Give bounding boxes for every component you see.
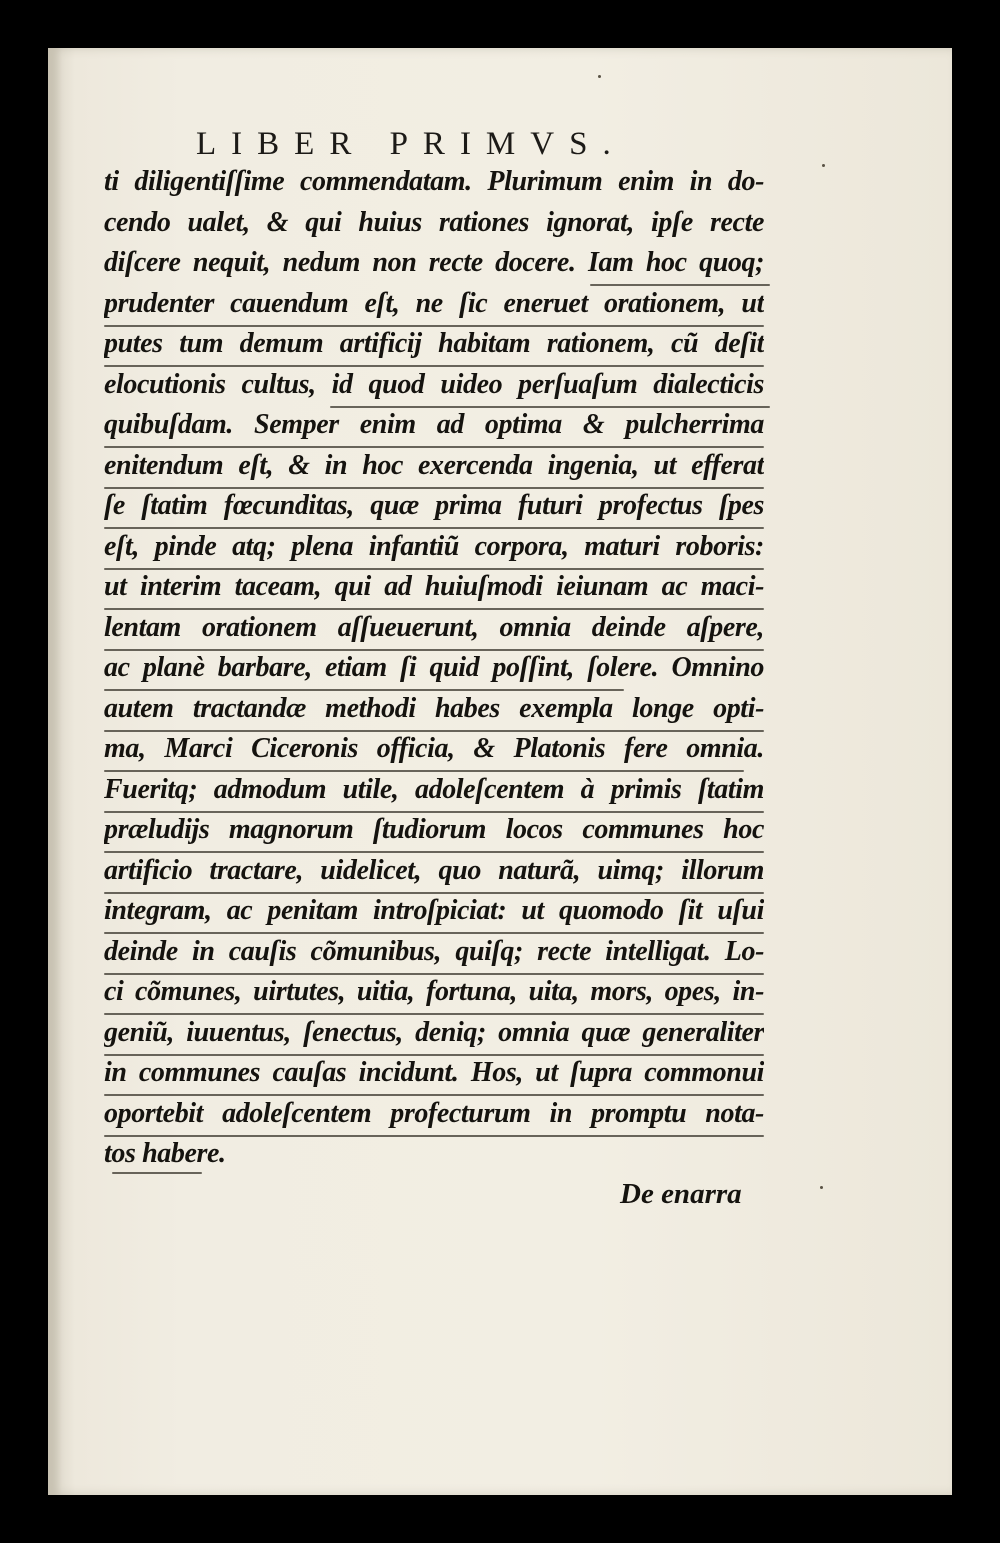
text-line: diſcere nequit, nedum non recte docere. Iam hoc quoq; xyxy=(104,247,764,278)
handwritten-underline xyxy=(104,568,764,570)
text-line: integram, ac penitam introſpiciat: ut quomodo ſit uſui xyxy=(104,895,764,926)
text-line: cendo ualet, & qui huius rationes ignorat, ipſe recte xyxy=(104,206,764,238)
page-gutter-shadow xyxy=(48,48,62,1495)
text-line: eſt, pinde atq; plena infantiũ corpora, maturi roboris: xyxy=(104,530,764,562)
catchword: De enarra xyxy=(620,1178,742,1210)
text-line: geniũ, iuuentus, ſenectus, deniq; omnia quæ generaliter xyxy=(104,1016,764,1048)
handwritten-underline xyxy=(104,365,764,367)
handwritten-underline xyxy=(104,608,764,610)
handwritten-underline xyxy=(104,1054,764,1056)
text-line: deinde in cauſis cõmunibus, quiſq; recte intelligat. Lo- xyxy=(104,935,764,967)
text-line: ut interim taceam, qui ad huiuſmodi ieiunam ac maci- xyxy=(104,571,764,602)
text-line: enitendum eſt, & in hoc exercenda ingenia, ut efferat xyxy=(104,449,764,481)
handwritten-underline xyxy=(104,1135,764,1137)
handwritten-underline xyxy=(104,892,764,894)
handwritten-underline xyxy=(104,689,624,691)
handwritten-underline xyxy=(104,730,764,732)
text-line: ma, Marci Ciceronis officia, & Platonis fere omnia. xyxy=(104,733,764,764)
handwritten-underline xyxy=(590,284,770,286)
text-line: artificio tractare, uidelicet, quo naturã, uimq; illorum xyxy=(104,854,764,886)
text-line: ac planè barbare, etiam ſi quid poſſint, ſolere. Omnino xyxy=(104,652,764,683)
handwritten-underline xyxy=(104,811,764,813)
handwritten-underline xyxy=(112,1172,202,1174)
handwritten-underline xyxy=(104,1013,764,1015)
handwritten-underline xyxy=(104,527,764,529)
text-line: tos habere. xyxy=(104,1138,226,1169)
handwritten-underline xyxy=(104,325,764,327)
paper-speck xyxy=(598,75,601,78)
handwritten-underline xyxy=(104,973,764,975)
paper-speck xyxy=(820,1186,823,1189)
text-line: quibuſdam. Semper enim ad optima & pulcherrima xyxy=(104,409,764,440)
text-line: autem tractandæ methodi habes exempla longe opti- xyxy=(104,692,764,724)
handwritten-underline xyxy=(104,487,764,489)
text-line: putes tum demum artificij habitam rationem, cũ deſit xyxy=(104,328,764,359)
text-line: præludijs magnorum ſtudiorum locos communes hoc xyxy=(104,814,764,845)
handwritten-underline xyxy=(104,851,764,853)
handwritten-underline xyxy=(104,932,764,934)
text-line: oportebit adoleſcentem profecturum in promptu nota- xyxy=(104,1097,764,1129)
handwritten-underline xyxy=(104,770,744,772)
text-line: ſe ſtatim fœcunditas, quæ prima futuri profectus ſpes xyxy=(104,490,764,521)
text-line: elocutionis cultus, id quod uideo perſuaſum dialecticis xyxy=(104,368,764,400)
text-line: ti diligentiſſime commendatam. Plurimum enim in do- xyxy=(104,166,764,197)
running-head: LIBER PRIMVS. xyxy=(196,126,626,162)
handwritten-underline xyxy=(330,406,770,408)
text-line: ci cõmunes, uirtutes, uitia, fortuna, uita, mors, opes, in- xyxy=(104,976,764,1007)
handwritten-underline xyxy=(104,446,764,448)
body-text xyxy=(104,162,764,1175)
handwritten-underline xyxy=(104,1094,764,1096)
text-line: lentam orationem aſſueuerunt, omnia deinde aſpere, xyxy=(104,611,764,643)
text-line: in communes cauſas incidunt. Hos, ut ſupra commonui xyxy=(104,1057,764,1088)
paper-speck xyxy=(822,164,825,167)
handwritten-underline xyxy=(104,649,764,651)
text-line: prudenter cauendum eſt, ne ſic eneruet orationem, ut xyxy=(104,287,764,319)
text-line: Fueritq; admodum utile, adoleſcentem à primis ſtatim xyxy=(104,773,764,805)
